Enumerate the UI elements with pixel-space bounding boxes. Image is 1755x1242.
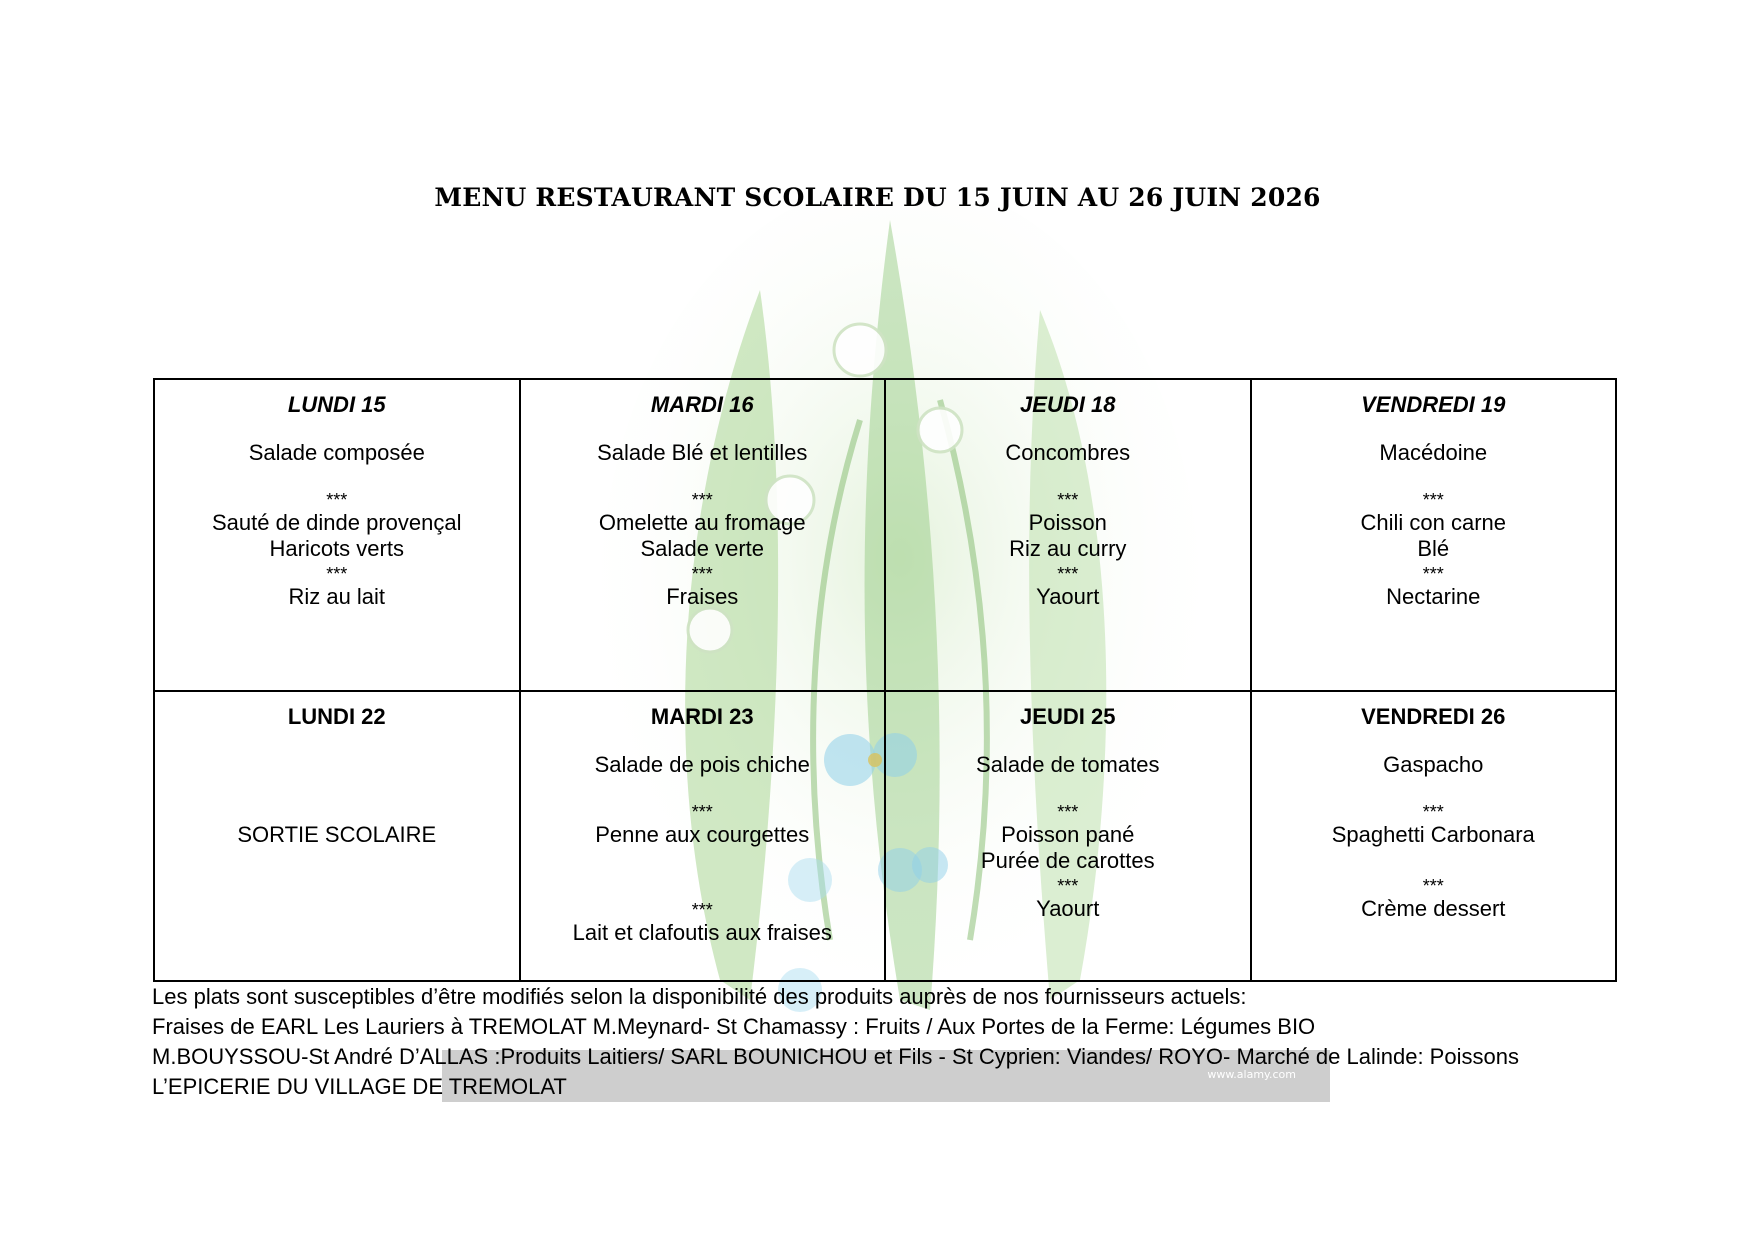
side-text: Salade verte — [640, 536, 765, 561]
day-cell — [1251, 379, 1617, 691]
separator: *** — [1422, 490, 1444, 510]
separator: *** — [1057, 802, 1079, 822]
page-title: MENU RESTAURANT SCOLAIRE DU 15 JUIN AU 26 JUIN 2026 — [434, 183, 1321, 212]
day-cell — [154, 379, 520, 691]
side-text: Riz au curry — [1009, 536, 1127, 561]
side-text: Blé — [1417, 536, 1450, 561]
dessert-text: Fraises — [666, 584, 739, 609]
menu-table — [153, 378, 1617, 982]
separator: *** — [1057, 876, 1079, 896]
main-text: Poisson — [1028, 510, 1107, 535]
notes-line: L’EPICERIE DU VILLAGE DE TREMOLAT — [152, 1074, 567, 1099]
separator: *** — [1422, 802, 1444, 822]
main-text: Sauté de dinde provençal — [211, 510, 462, 535]
day-cell — [520, 379, 886, 691]
dessert-text: Yaourt — [1036, 896, 1100, 921]
day-cell — [885, 691, 1251, 981]
main-text: Poisson pané — [1001, 822, 1135, 847]
starter-text: Salade Blé et lentilles — [597, 440, 808, 465]
main-text: Chili con carne — [1360, 510, 1506, 535]
supplier-notes — [152, 982, 1652, 1102]
dessert-text: Yaourt — [1036, 584, 1100, 609]
main-text: Spaghetti Carbonara — [1331, 822, 1535, 847]
separator: *** — [691, 802, 713, 822]
table-row — [154, 691, 1616, 981]
day-heading: VENDREDI 19 — [1361, 392, 1506, 417]
separator: *** — [1057, 490, 1079, 510]
starter-text: Macédoine — [1379, 440, 1488, 465]
separator: *** — [1422, 876, 1444, 896]
starter-text: Salade de tomates — [976, 752, 1160, 777]
day-heading: MARDI 23 — [650, 704, 754, 729]
day-cell — [520, 691, 886, 981]
side-text: Haricots verts — [269, 536, 404, 561]
separator: *** — [1057, 564, 1079, 584]
side-text: Purée de carottes — [980, 848, 1155, 873]
day-cell — [885, 379, 1251, 691]
day-heading: JEUDI 18 — [1020, 392, 1116, 417]
day-heading: LUNDI 22 — [287, 704, 386, 729]
day-cell — [1251, 691, 1617, 981]
separator: *** — [1422, 564, 1444, 584]
notes-line: Les plats sont susceptibles d’être modifiés selon la disponibilité des produits auprès de nos fournisseurs actuels: — [152, 984, 1247, 1009]
starter-text: Gaspacho — [1383, 752, 1484, 777]
separator: *** — [326, 564, 348, 584]
starter-text: Salade composée — [248, 440, 425, 465]
starter-text: Concombres — [1005, 440, 1131, 465]
day-heading: JEUDI 25 — [1020, 704, 1116, 729]
notes-line: M.BOUYSSOU-St André D’ALLAS :Produits Laitiers/ SARL BOUNICHOU et Fils - St Cyprien: Viandes/ ROYO- Marché de Lalinde: Poissons — [152, 1044, 1519, 1069]
day-heading: LUNDI 15 — [287, 392, 386, 417]
special-text: SORTIE SCOLAIRE — [237, 822, 437, 847]
main-text: Penne aux courgettes — [595, 822, 810, 847]
separator: *** — [691, 900, 713, 920]
table-row — [154, 379, 1616, 691]
dessert-text: Crème dessert — [1361, 896, 1506, 921]
dessert-text: Riz au lait — [288, 584, 386, 609]
day-cell — [154, 691, 520, 981]
main-text: Omelette au fromage — [598, 510, 806, 535]
separator: *** — [691, 564, 713, 584]
dessert-text: Lait et clafoutis aux fraises — [572, 920, 832, 945]
watermark-text: www.alamy.com — [1207, 1068, 1296, 1081]
dessert-text: Nectarine — [1386, 584, 1481, 609]
day-heading: VENDREDI 26 — [1361, 704, 1506, 729]
day-heading: MARDI 16 — [650, 392, 754, 417]
notes-line: Fraises de EARL Les Lauriers à TREMOLAT M.Meynard- St Chamassy : Fruits / Aux Portes de la Ferme: Légumes BIO — [152, 1014, 1316, 1039]
starter-text: Salade de pois chiche — [594, 752, 810, 777]
separator: *** — [691, 490, 713, 510]
separator: *** — [326, 490, 348, 510]
